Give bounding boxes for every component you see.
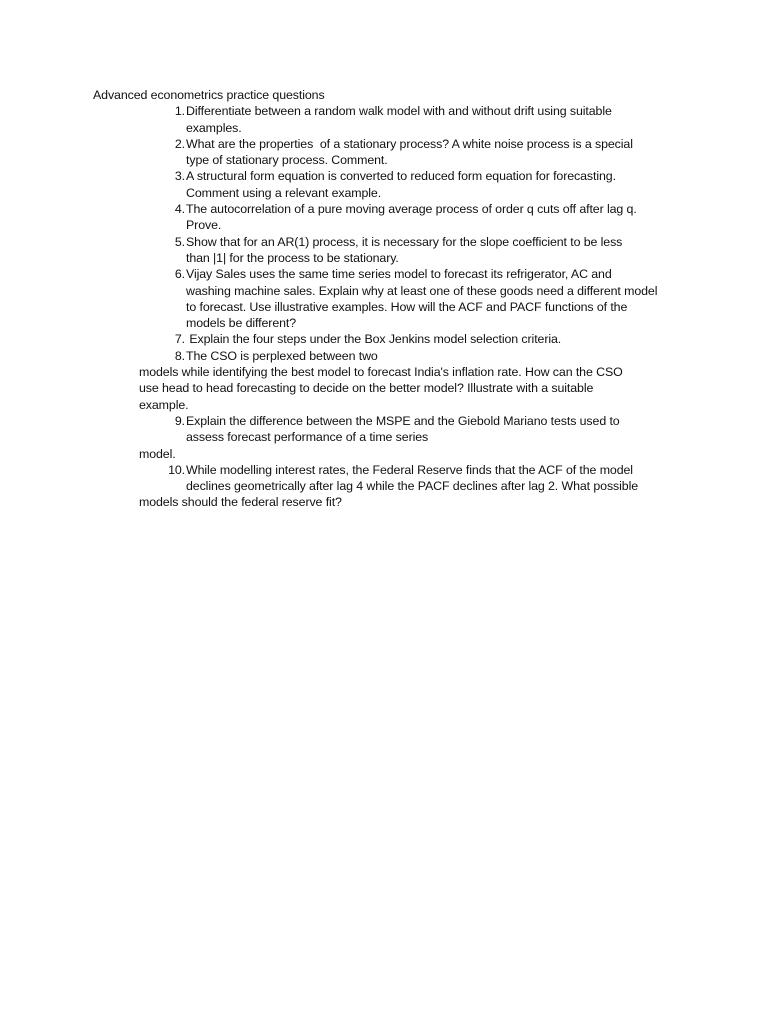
question-line: Prove. bbox=[186, 218, 222, 233]
question-text bbox=[139, 348, 693, 413]
question-line: declines geometrically after lag 4 while the PACF declines after lag 2. What possible bbox=[186, 479, 639, 494]
question-line: The CSO is perplexed between two bbox=[186, 348, 378, 363]
question-line: The autocorrelation of a pure moving average process of order q cuts off after lag q. bbox=[186, 202, 637, 217]
question-line: type of stationary process. Comment. bbox=[186, 153, 388, 168]
question-line: Explain the four steps under the Box Jenkins model selection criteria. bbox=[186, 332, 562, 347]
question-text bbox=[163, 103, 693, 136]
question-line-outdented: use head to head forecasting to decide on the better model? Illustrate with a suitable bbox=[139, 381, 594, 396]
question-number: 8. bbox=[174, 348, 185, 363]
question-item bbox=[93, 413, 693, 462]
question-item bbox=[93, 331, 693, 347]
question-number: 5. bbox=[174, 234, 185, 249]
question-number: 7. bbox=[174, 332, 185, 347]
question-text bbox=[163, 331, 693, 347]
question-line-outdented: models while identifying the best model to forecast India's inflation rate. How can the CSO bbox=[139, 365, 623, 380]
question-item bbox=[93, 348, 693, 413]
question-item bbox=[93, 136, 693, 169]
question-line: Comment using a relevant example. bbox=[186, 185, 382, 200]
question-text bbox=[163, 168, 693, 201]
question-text bbox=[139, 462, 693, 511]
question-number: 2. bbox=[174, 136, 185, 151]
question-item bbox=[93, 462, 693, 511]
question-text bbox=[139, 413, 693, 462]
question-number: 4. bbox=[174, 202, 185, 217]
question-number: 10. bbox=[168, 462, 185, 477]
question-item bbox=[93, 201, 693, 234]
question-number: 1. bbox=[174, 104, 185, 119]
question-text bbox=[163, 234, 693, 267]
question-number: 6. bbox=[174, 267, 185, 282]
document-body bbox=[93, 87, 693, 511]
question-item bbox=[93, 266, 693, 331]
question-text bbox=[163, 201, 693, 234]
question-line-outdented: models should the federal reserve fit? bbox=[139, 495, 342, 510]
question-number: 3. bbox=[174, 169, 185, 184]
document-title: Advanced econometrics practice questions bbox=[93, 88, 325, 102]
question-line: models be different? bbox=[186, 316, 297, 331]
question-line: Explain the difference between the MSPE and the Giebold Mariano tests used to bbox=[186, 413, 620, 428]
question-item bbox=[93, 103, 693, 136]
question-line: examples. bbox=[186, 120, 242, 135]
question-text bbox=[163, 136, 693, 169]
question-line: Vijay Sales uses the same time series model to forecast its refrigerator, AC and bbox=[186, 267, 612, 282]
question-line: Show that for an AR(1) process, it is necessary for the slope coefficient to be less bbox=[186, 234, 623, 249]
question-item bbox=[93, 234, 693, 267]
question-item bbox=[93, 168, 693, 201]
question-line: A structural form equation is converted to reduced form equation for forecasting. bbox=[186, 169, 616, 184]
question-line: washing machine sales. Explain why at least one of these goods need a different model bbox=[186, 283, 658, 298]
question-line: assess forecast performance of a time series bbox=[186, 430, 429, 445]
question-line: Differentiate between a random walk model with and without drift using suitable bbox=[186, 104, 612, 119]
question-number: 9. bbox=[174, 413, 185, 428]
question-line: While modelling interest rates, the Federal Reserve finds that the ACF of the model bbox=[186, 462, 633, 477]
question-line: than |1| for the process to be stationary. bbox=[186, 250, 399, 265]
question-list bbox=[93, 103, 693, 510]
question-line: What are the properties of a stationary process? A white noise process is a special bbox=[186, 136, 633, 151]
question-line-outdented: example. bbox=[139, 397, 189, 412]
question-line: to forecast. Use illustrative examples. How will the ACF and PACF functions of the bbox=[186, 299, 628, 314]
question-text bbox=[163, 266, 693, 331]
question-line-outdented: model. bbox=[139, 446, 176, 461]
